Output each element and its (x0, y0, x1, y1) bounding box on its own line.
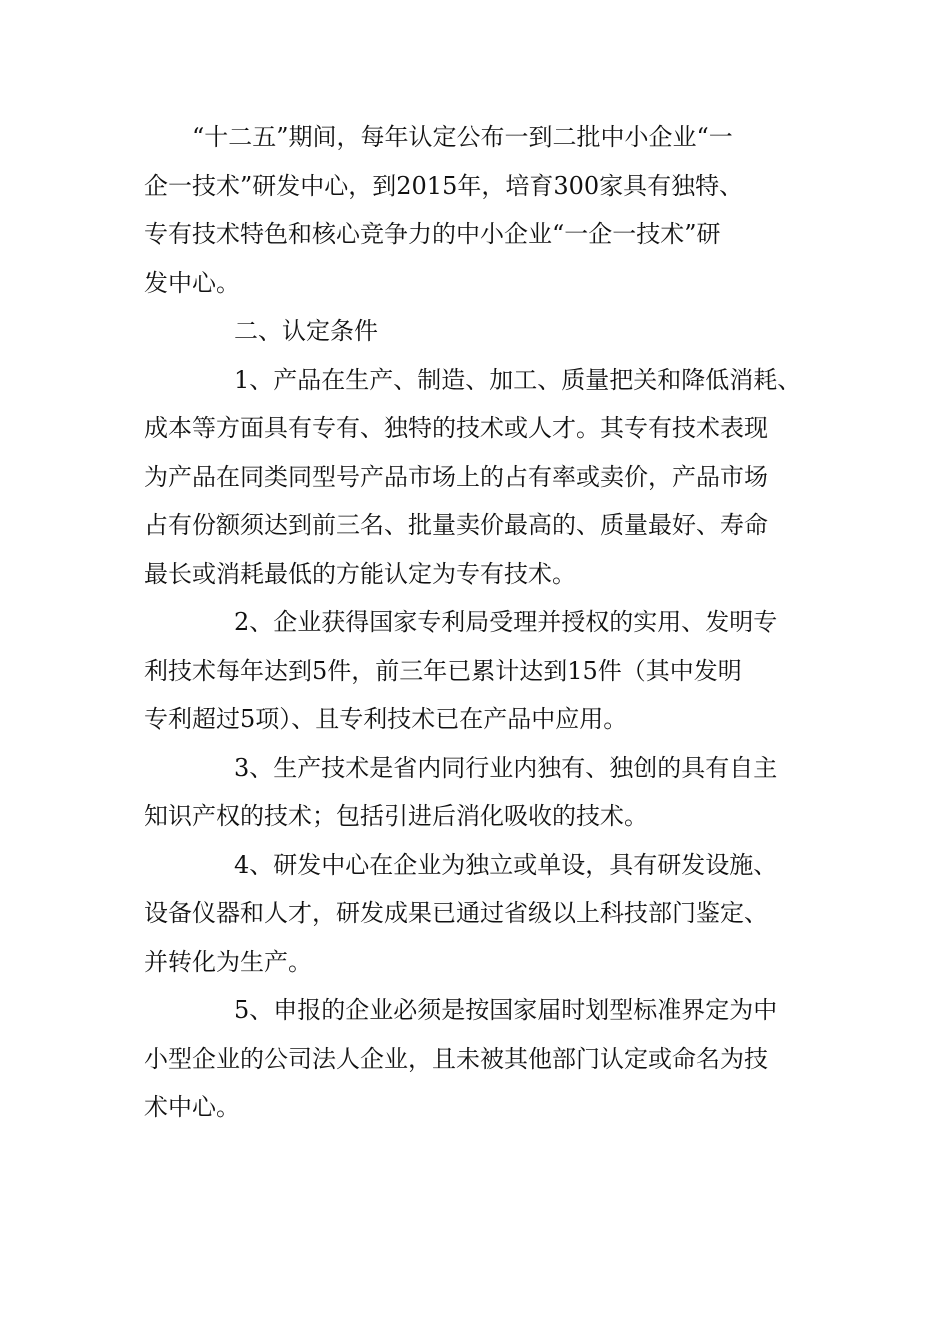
paragraph-line: 1、产品在生产、制造、加工、质量把关和降低消耗、 (234, 365, 802, 394)
intro-paragraph (144, 113, 816, 307)
document-body (144, 113, 816, 1132)
paragraph-line: 为产品在同类同型号产品市场上的占有率或卖价，产品市场 (144, 462, 768, 491)
paragraph-line: 3、生产技术是省内同行业内独有、独创的具有自主 (234, 753, 778, 782)
paragraph-line: “十二五”期间，每年认定公布一到二批中小企业“一 (192, 123, 733, 151)
condition-5-paragraph (144, 986, 816, 1132)
paragraph-line: 专利超过5项）、且专利技术已在产品中应用。 (144, 705, 628, 733)
paragraph-line: 5、申报的企业必须是按国家届时划型标准界定为中 (234, 996, 778, 1024)
section-heading: 二、认定条件 (234, 317, 378, 345)
paragraph-line: 2、企业获得国家专利局受理并授权的实用、发明专 (234, 608, 778, 636)
paragraph-line: 专有技术特色和核心竞争力的中小企业“一企一技术”研 (144, 220, 721, 248)
paragraph-line: 知识产权的技术；包括引进后消化吸收的技术。 (144, 802, 648, 830)
paragraph-line: 最长或消耗最低的方能认定为专有技术。 (144, 559, 576, 588)
paragraph-line: 并转化为生产。 (144, 947, 312, 976)
paragraph-line: 占有份额须达到前三名、批量卖价最高的、质量最好、寿命 (144, 511, 768, 539)
paragraph-line: 4、研发中心在企业为独立或单设，具有研发设施、 (234, 850, 778, 879)
condition-2-paragraph (144, 598, 816, 744)
paragraph-line: 企一技术”研发中心，到2015年，培育300家具有独特、 (144, 171, 744, 200)
paragraph-line: 设备仪器和人才，研发成果已通过省级以上科技部门鉴定、 (144, 899, 768, 927)
paragraph-line: 利技术每年达到5件，前三年已累计达到15件（其中发明 (144, 656, 742, 685)
condition-3-paragraph (144, 744, 816, 841)
paragraph-line: 术中心。 (144, 1093, 240, 1121)
condition-4-paragraph (144, 841, 816, 987)
condition-1-paragraph (144, 356, 816, 599)
paragraph-line: 成本等方面具有专有、独特的技术或人才。其专有技术表现 (144, 414, 768, 442)
paragraph-line: 小型企业的公司法人企业，且未被其他部门认定或命名为技 (144, 1044, 768, 1073)
paragraph-line: 发中心。 (144, 268, 240, 297)
